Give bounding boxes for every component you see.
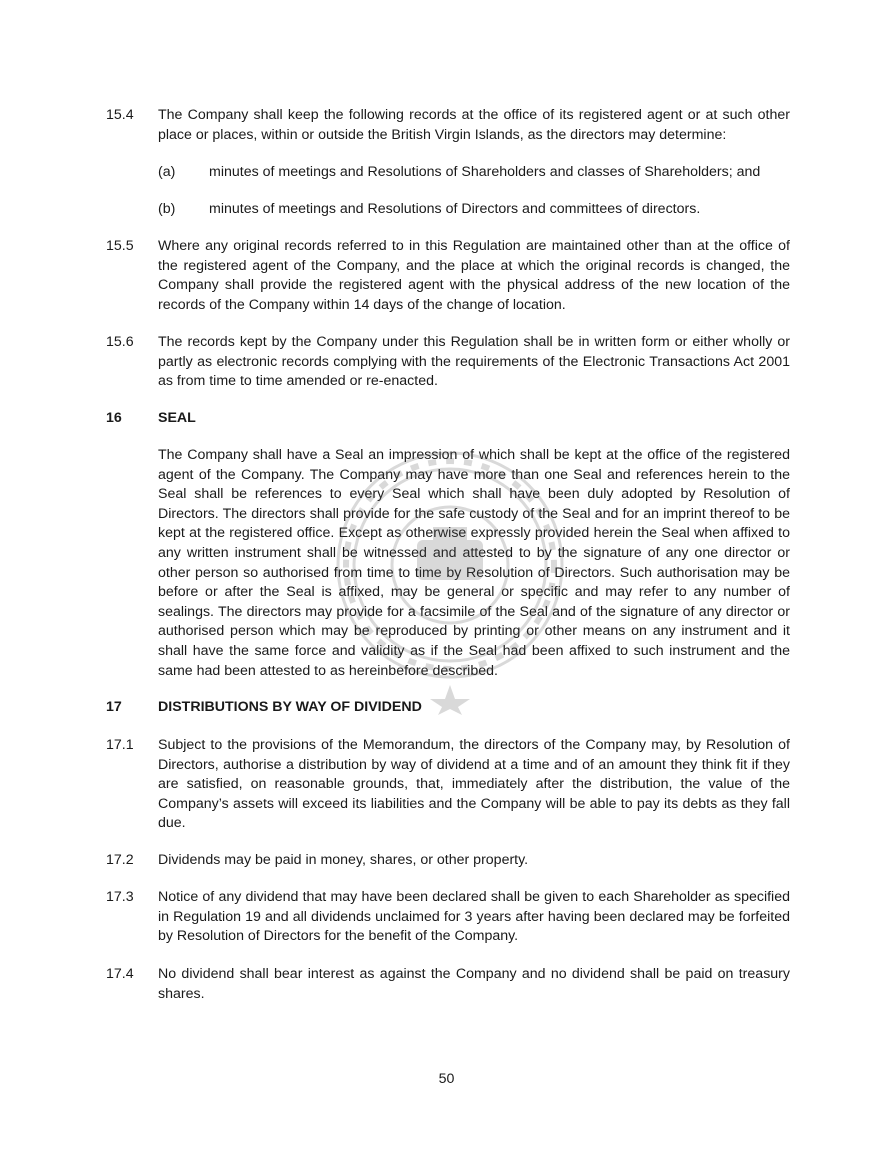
clause-number: 17.2 xyxy=(106,852,134,868)
clause-number: 15.5 xyxy=(106,238,134,254)
clause-number: 15.4 xyxy=(106,107,134,123)
item-text: minutes of meetings and Resolutions of Shareholders and classes of Shareholders; and xyxy=(209,164,761,180)
clause-text: No dividend shall bear interest as against the Company and no dividend shall be paid on treasury shares. xyxy=(158,966,790,1002)
section-number: 16 xyxy=(106,410,122,426)
clause-number: 17.3 xyxy=(106,889,134,905)
clause-number: 15.6 xyxy=(106,334,134,350)
clause-text: Dividends may be paid in money, shares, or other property. xyxy=(158,852,529,868)
clause-text: The Company shall keep the following records at the office of its registered agent or at such other place or places, within or outside the British Virgin Islands, as the directors may determine: xyxy=(158,107,790,143)
clause-number: 17.1 xyxy=(106,737,134,753)
clause-text: Notice of any dividend that may have been declared shall be given to each Shareholder as specified in Regulation 19 and all dividends unclaimed for 3 years after having been declared may be forfeited by Resolution of Directors for the benefit of the Company. xyxy=(158,889,790,945)
section-number: 17 xyxy=(106,699,122,715)
item-label: (a) xyxy=(158,164,176,180)
section-title: DISTRIBUTIONS BY WAY OF DIVIDEND xyxy=(158,699,422,715)
item-text: minutes of meetings and Resolutions of Directors and committees of directors. xyxy=(209,201,701,217)
clause-number: 17.4 xyxy=(106,966,134,982)
section-title: SEAL xyxy=(158,410,196,426)
item-label: (b) xyxy=(158,201,176,217)
clause-text: The records kept by the Company under this Regulation shall be in written form or either wholly or partly as electronic records complying with the requirements of the Electronic Transactions Act 2001 as from time to time amended or re-enacted. xyxy=(158,334,790,390)
clause-text: The Company shall have a Seal an impression of which shall be kept at the office of the registered agent of the Company. The Company may have more than one Seal and references herein to the Seal shall be references to every Seal which shall have been duly adopted by Resolution of Directors. The directors shall provide for the safe custody of the Seal and for an imprint thereof to be kept at the registered office. Except as otherwise expressly provided herein the Seal when affixed to any written instrument shall be witnessed and attested to by the signature of any one director or other person so authorised from time to time by Resolution of Directors. Such authorisation may be before or after the Seal is affixed, may be general or specific and may refer to any number of sealings. The directors may provide for a facsimile of the Seal and of the signature of any director or authorised person which may be reproduced by printing or other means on any instrument and it shall have the same force and validity as if the Seal had been affixed to such instrument and the same had been attested to as hereinbefore described. xyxy=(158,447,790,679)
clause-text: Where any original records referred to in this Regulation are maintained other than at the office of the registered agent of the Company, and the place at which the original records is changed, the Company shall provide the registered agent with the physical address of the new location of the records of the Company within 14 days of the change of location. xyxy=(158,238,790,313)
clause-text: Subject to the provisions of the Memorandum, the directors of the Company may, by Resolution of Directors, authorise a distribution by way of dividend at a time and of an amount they think fit if they are satisfied, on reasonable grounds, that, immediately after the distribution, the value of the Company’s assets will exceed its liabilities and the Company will be able to pay its debts as they fall due. xyxy=(158,737,790,832)
page-number: 50 xyxy=(438,1071,455,1087)
